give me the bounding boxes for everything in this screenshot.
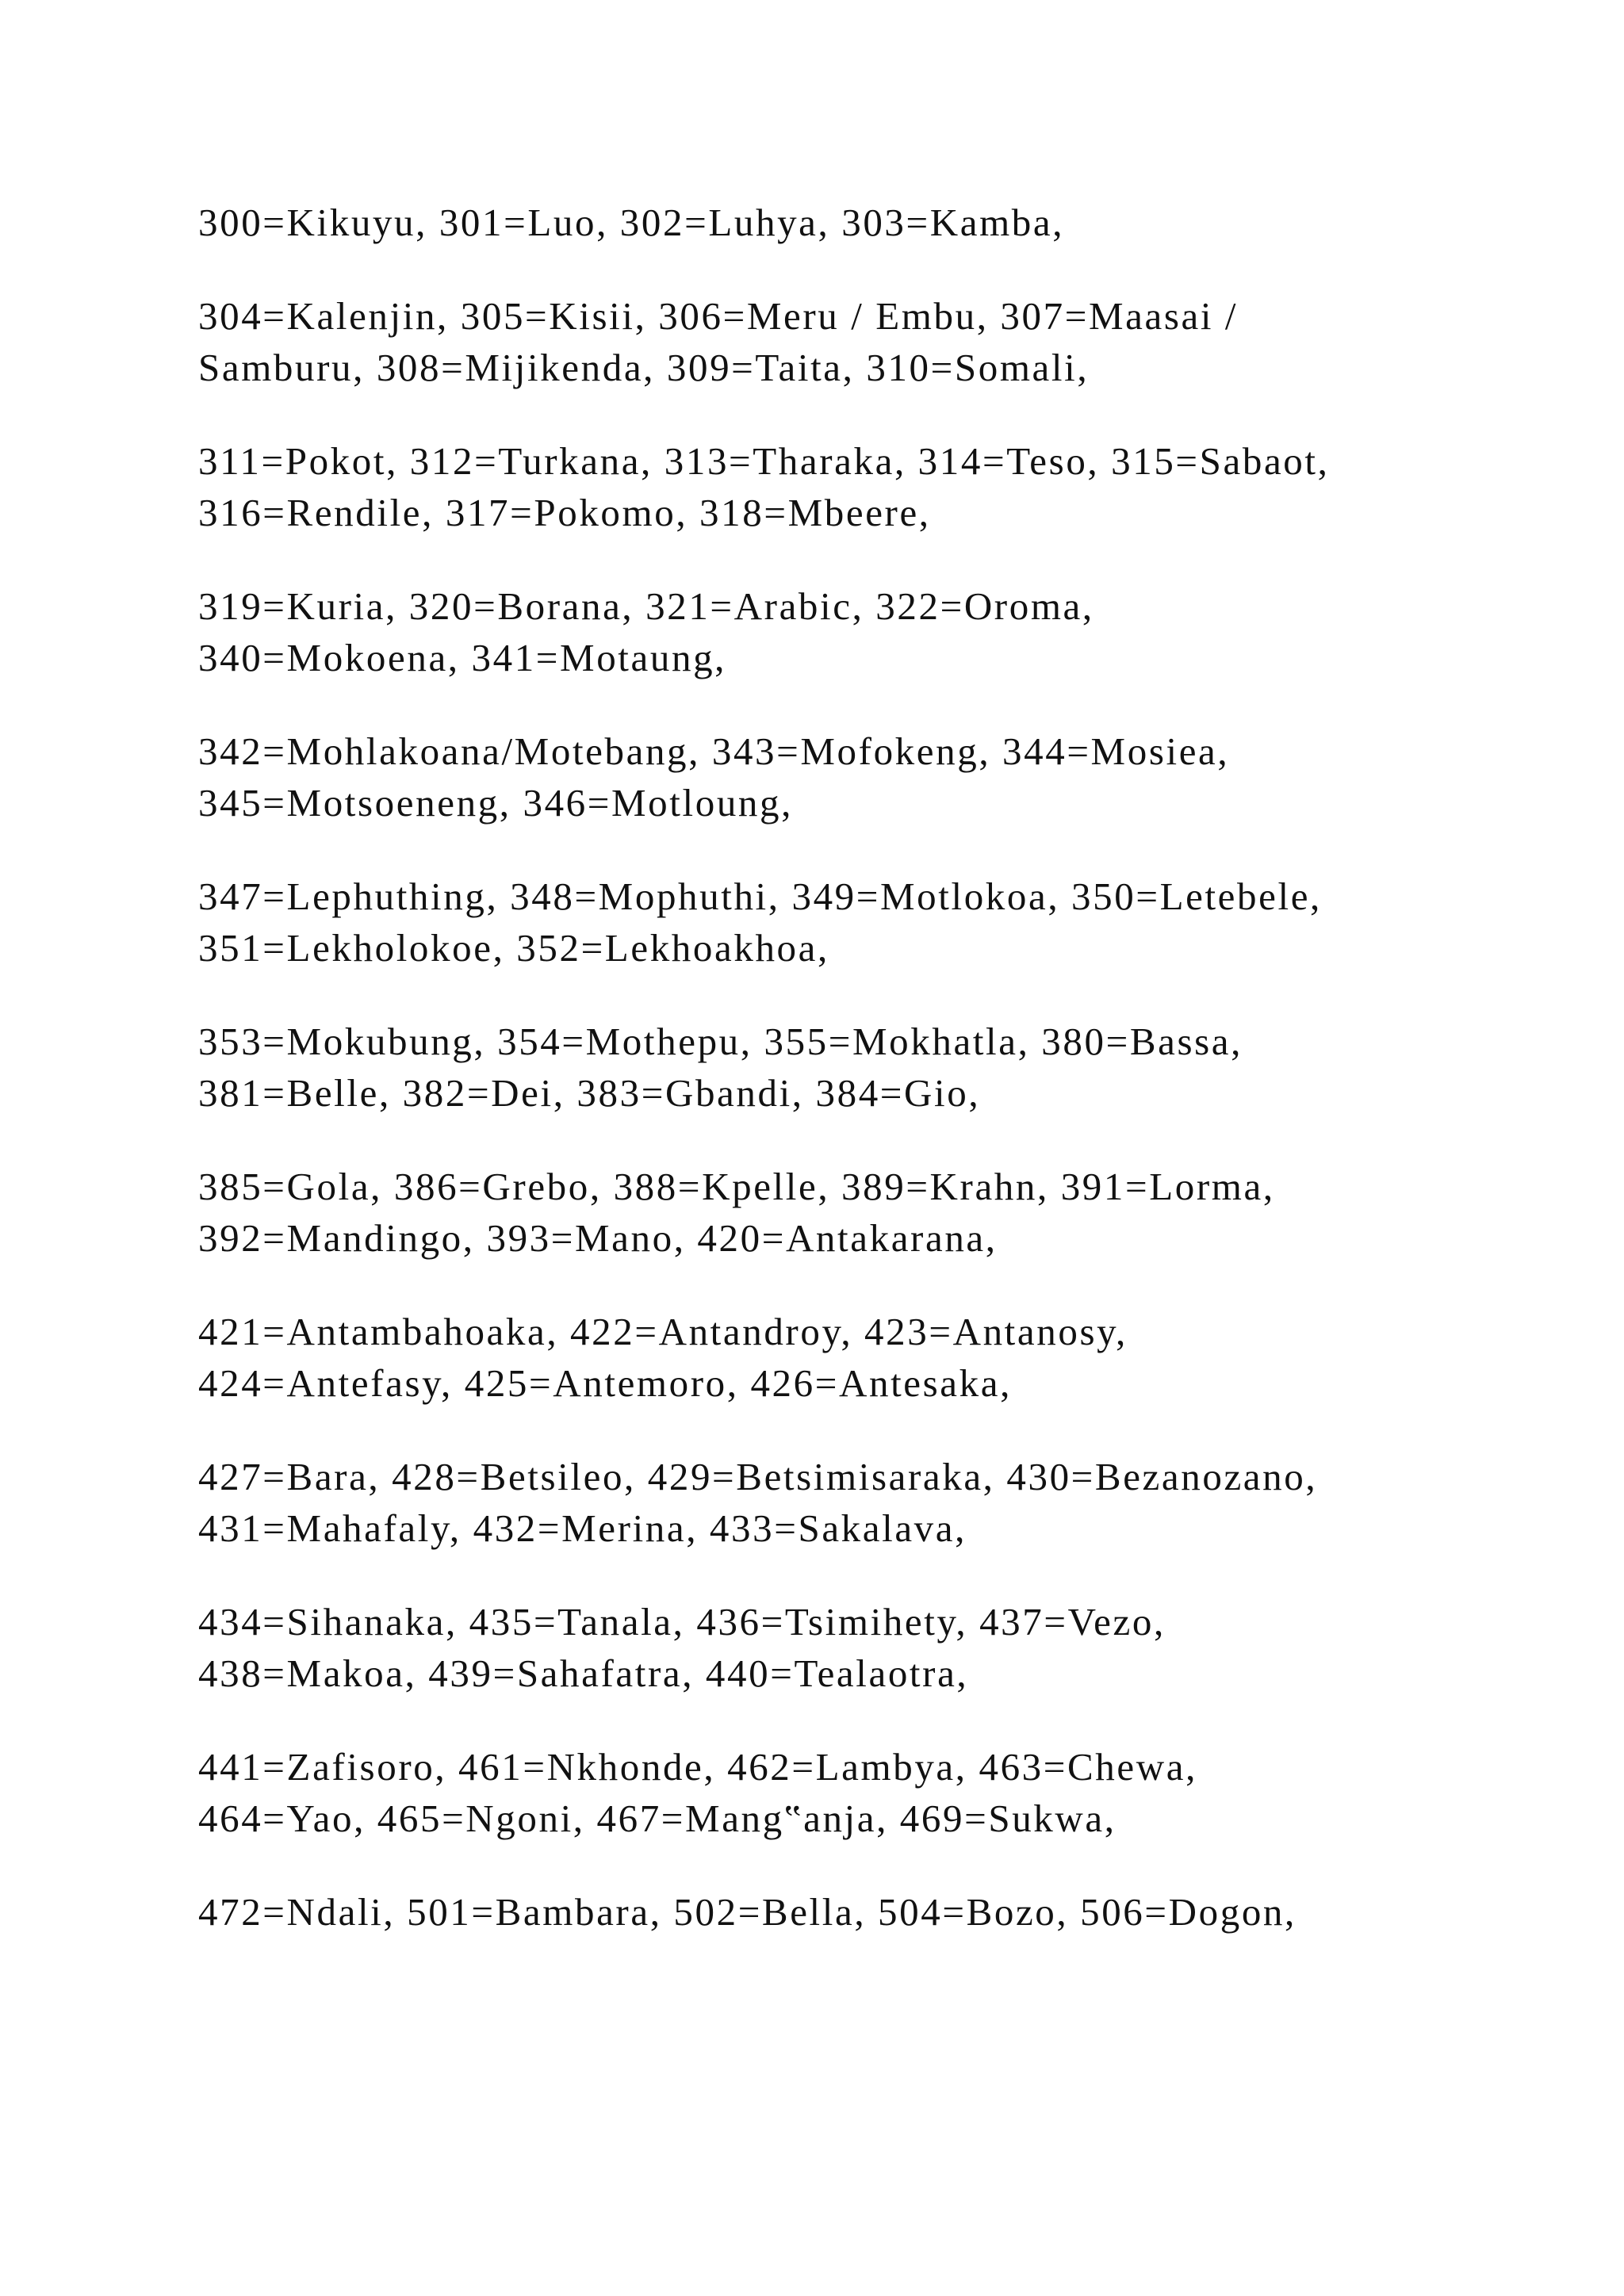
text-line: 345=Motsoeneng, 346=Motloung,: [198, 781, 793, 825]
text-line: 464=Yao, 465=Ngoni, 467=Mang‟anja, 469=Sukwa,: [198, 1797, 1116, 1840]
text-line: 385=Gola, 386=Grebo, 388=Kpelle, 389=Krahn, 391=Lorma,: [198, 1165, 1275, 1208]
paragraph: [198, 435, 1507, 538]
text-line: 438=Makoa, 439=Sahafatra, 440=Tealaotra,: [198, 1651, 969, 1695]
text-line: 434=Sihanaka, 435=Tanala, 436=Tsimihety, 437=Vezo,: [198, 1600, 1166, 1644]
paragraph: [198, 1306, 1507, 1409]
text-line: 431=Mahafaly, 432=Merina, 433=Sakalava,: [198, 1506, 967, 1550]
paragraph: [198, 580, 1507, 683]
text-line: 424=Antefasy, 425=Antemoro, 426=Antesaka,: [198, 1361, 1012, 1405]
paragraph: [198, 1451, 1507, 1554]
paragraph: [198, 290, 1507, 393]
paragraph: [198, 871, 1507, 974]
text-line: 300=Kikuyu, 301=Luo, 302=Luhya, 303=Kamba,: [198, 201, 1065, 244]
text-line: 441=Zafisoro, 461=Nkhonde, 462=Lambya, 463=Chewa,: [198, 1745, 1197, 1789]
text-line: 353=Mokubung, 354=Mothepu, 355=Mokhatla, 380=Bassa,: [198, 1020, 1243, 1063]
paragraph: [198, 1596, 1507, 1699]
paragraph: [198, 1016, 1507, 1119]
code-list: [198, 197, 1507, 1980]
text-line: 340=Mokoena, 341=Motaung,: [198, 636, 727, 679]
text-line: 381=Belle, 382=Dei, 383=Gbandi, 384=Gio,: [198, 1071, 981, 1115]
text-line: 351=Lekholokoe, 352=Lekhoakhoa,: [198, 926, 829, 970]
paragraph: [198, 1741, 1507, 1844]
text-line: 472=Ndali, 501=Bambara, 502=Bella, 504=Bozo, 506=Dogon,: [198, 1890, 1297, 1934]
text-line: Samburu, 308=Mijikenda, 309=Taita, 310=Somali,: [198, 346, 1090, 389]
text-line: 347=Lephuthing, 348=Mophuthi, 349=Motlokoa, 350=Letebele,: [198, 874, 1322, 918]
text-line: 427=Bara, 428=Betsileo, 429=Betsimisaraka, 430=Bezanozano,: [198, 1455, 1318, 1498]
paragraph: [198, 1161, 1507, 1264]
paragraph: [198, 197, 1507, 248]
text-line: 421=Antambahoaka, 422=Antandroy, 423=Antanosy,: [198, 1310, 1128, 1353]
text-line: 316=Rendile, 317=Pokomo, 318=Mbeere,: [198, 491, 931, 534]
text-line: 392=Mandingo, 393=Mano, 420=Antakarana,: [198, 1216, 998, 1260]
text-line: 319=Kuria, 320=Borana, 321=Arabic, 322=Oroma,: [198, 584, 1094, 628]
paragraph: [198, 1886, 1507, 1938]
text-line: 304=Kalenjin, 305=Kisii, 306=Meru / Embu, 307=Maasai /: [198, 294, 1239, 338]
text-line: 342=Mohlakoana/Motebang, 343=Mofokeng, 344=Mosiea,: [198, 729, 1230, 773]
paragraph: [198, 725, 1507, 828]
text-line: 311=Pokot, 312=Turkana, 313=Tharaka, 314=Teso, 315=Sabaot,: [198, 439, 1330, 483]
